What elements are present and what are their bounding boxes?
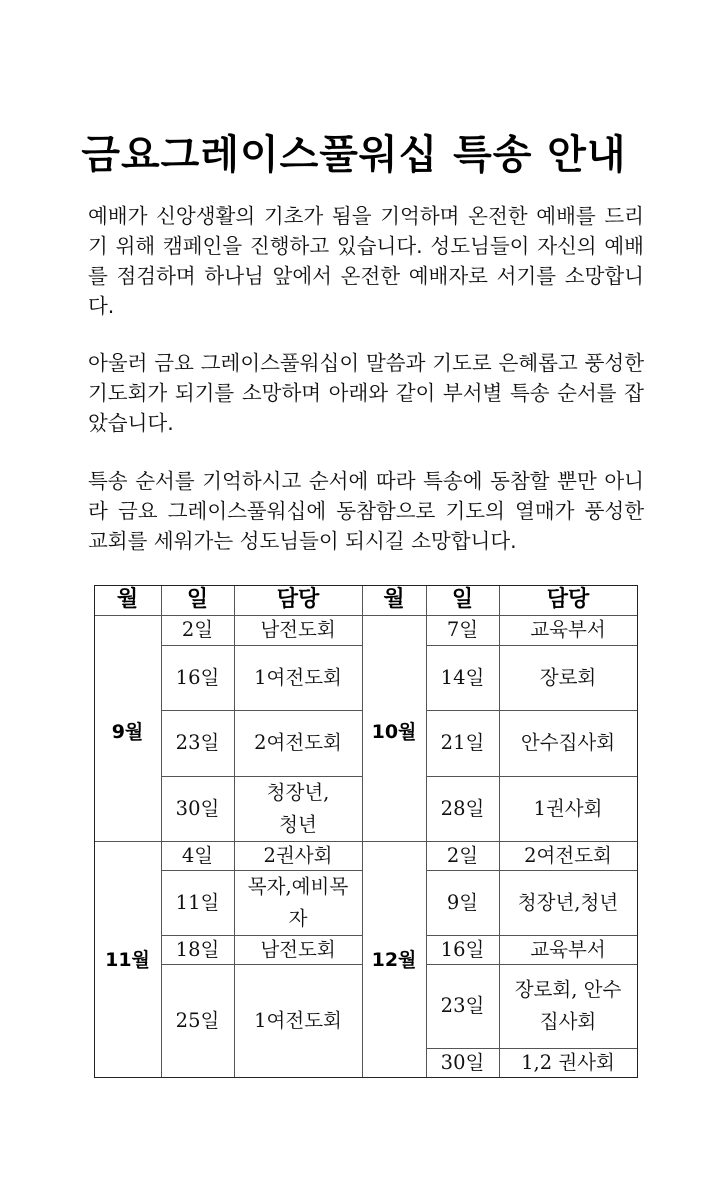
header-month-left: 월 [116,587,139,612]
oct-team-cell: 장로회 [539,665,597,689]
dec-day-cell: 2일 [446,843,479,867]
dec-day-cell: 23일 [440,994,485,1017]
month-december: 12월 [371,949,417,971]
oct-team-cell: 안수집사회 [520,731,616,754]
header-day-right: 일 [451,587,474,612]
header-team-right: 담당 [546,587,590,612]
oct-team-cell: 교육부서 [530,618,606,641]
dec-day-cell: 30일 [440,1050,485,1074]
dec-day-cell: 9일 [446,890,479,914]
month-october: 10월 [371,721,417,743]
header-team-left: 담당 [276,587,320,612]
oct-day-cell: 28일 [440,796,485,820]
sep-team-cell: 1여전도회 [254,665,342,689]
nov-team-cell: 1여전도회 [254,1008,342,1032]
header-month-right: 월 [383,587,405,612]
sep-team-cell: 남전도회 [260,618,336,641]
month-september: 9월 [111,721,144,743]
intro-paragraph-2: 아울러 금요 그레이스풀워십이 말씀과 기도로 은혜롭고 풍성한 기도회가 되기를 소망하며 아래와 같이 부서별 특송 순서를 잡았습니다. [88,351,644,435]
intro-paragraph-3: 특송 순서를 기억하시고 순서에 따라 특송에 동참할 뿐만 아니라 금요 그레이스풀워십에 동참함으로 기도의 열매가 풍성한 교회를 세워가는 성도님들이 되시길 소망합니다. [88,469,644,553]
nov-day-cell: 18일 [175,937,220,961]
sep-day-cell: 23일 [175,731,220,754]
dec-day-cell: 16일 [440,937,485,961]
nov-day-cell: 25일 [175,1008,220,1032]
sep-team-cell: 2여전도회 [254,731,342,754]
nov-team-cell: 남전도회 [260,937,336,961]
nov-team-cell: 목자,예비목자 [247,874,349,930]
sep-team-cell: 청장년, 청년 [266,780,330,836]
sep-day-cell: 16일 [175,665,220,689]
dec-team-cell: 장로회, 안수집사회 [514,978,622,1033]
dec-team-cell: 교육부서 [530,937,606,961]
nov-day-cell: 11일 [175,890,220,914]
oct-team-cell: 1권사회 [533,796,603,820]
oct-day-cell: 14일 [440,665,485,689]
header-day-left: 일 [186,587,209,612]
nov-day-cell: 4일 [181,843,214,867]
intro-paragraph-1: 예배가 신앙생활의 기초가 됨을 기억하며 온전한 예배를 드리기 위해 캠페인을 진행하고 있습니다. 성도님들이 자신의 예배를 점검하며 하나님 앞에서 온전한 예배자로 서기를 소망합니다. [88,204,644,318]
sep-day-cell: 30일 [175,796,220,820]
oct-day-cell: 21일 [440,731,485,754]
page-title: 금요그레이스풀워십 특송 안내 [81,131,627,178]
month-november: 11월 [105,949,150,971]
nov-team-cell: 2권사회 [263,843,333,867]
sep-day-cell: 2일 [181,618,214,641]
dec-team-cell: 1,2 권사회 [521,1050,615,1074]
oct-day-cell: 7일 [446,618,479,641]
dec-team-cell: 청장년,청년 [517,890,619,914]
dec-team-cell: 2여전도회 [524,843,612,867]
